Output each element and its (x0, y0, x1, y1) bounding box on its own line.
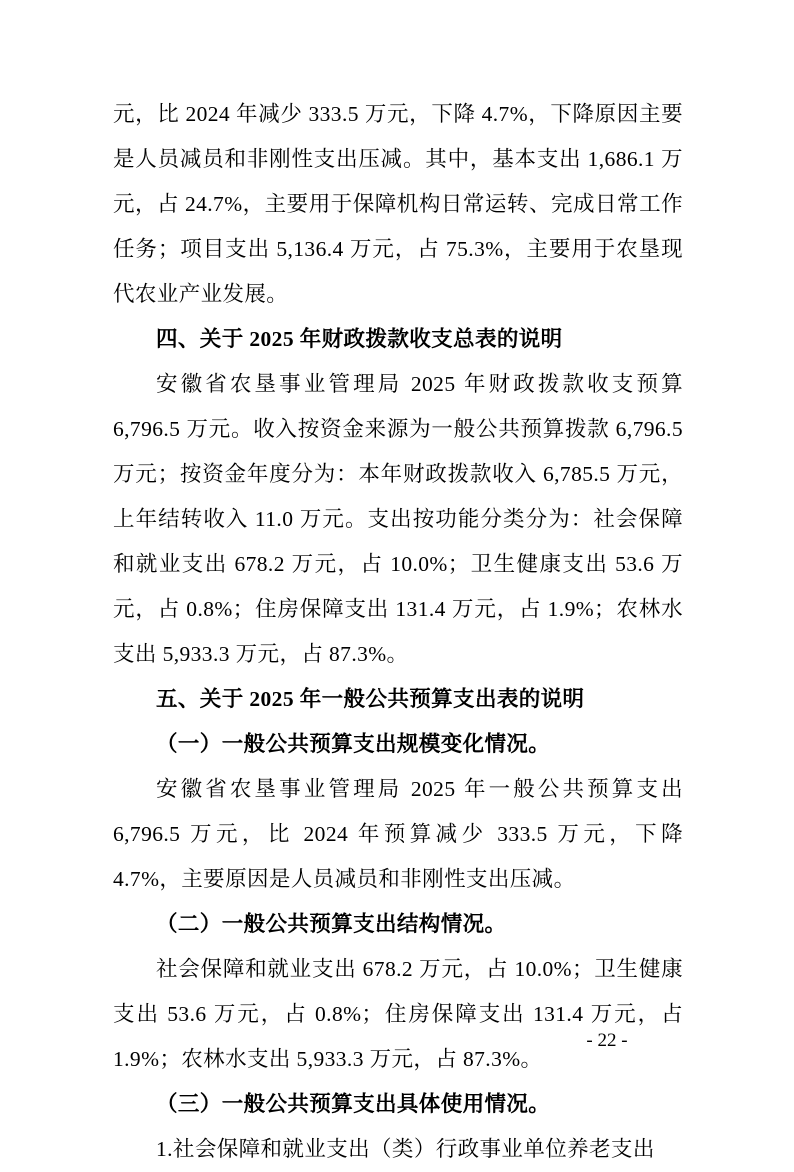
subsection-heading-two: （二）一般公共预算支出结构情况。 (156, 912, 507, 936)
paragraph-expenditure-structure: 社会保障和就业支出 678.2 万元，占 10.0%；卫生健康支出 53.6 万元，占 0.8%；住房保障支出 131.4 万元，占 1.9%；农林水支出 5,933.3 万元，占 87.3%。 (113, 957, 683, 1071)
subsection-heading-three: （三）一般公共预算支出具体使用情况。 (156, 1092, 551, 1116)
paragraph-expenditure-usage: 1.社会保障和就业支出（类）行政事业单位养老支出 (156, 1137, 655, 1161)
paragraph-continuation: 元，比 2024 年减少 333.5 万元，下降 4.7%，下降原因主要是人员减员和非刚性支出压减。其中，基本支出 1,686.1 万元，占 24.7%，主要用于保障机构日常运转、完成日常工作任务；项目支出 5,136.4 万元，占 75.3%，主要用于农垦现代农业产业发展。 (113, 102, 683, 306)
document-body (113, 92, 683, 1172)
paragraph-expenditure-scale: 安徽省农垦事业管理局 2025 年一般公共预算支出 6,796.5 万元，比 2024 年预算减少 333.5 万元，下降 4.7%，主要原因是人员减员和非刚性支出压减。 (113, 777, 683, 891)
subsection-heading-one: （一）一般公共预算支出规模变化情况。 (156, 732, 551, 756)
page-number-label: - 22 - (586, 1030, 628, 1051)
paragraph-budget-overview: 安徽省农垦事业管理局 2025 年财政拨款收支预算 6,796.5 万元。收入按资金来源为一般公共预算拨款 6,796.5 万元；按资金年度分为：本年财政拨款收入 6,785.5 万元，上年结转收入 11.0 万元。支出按功能分类分为：社会保障和就业支出 678.2 万元，占 10.0%；卫生健康支出 53.6 万元，占 0.8%；住房保障支出 131.4 万元，占 1.9%；农林水支出 5,933.3 万元，占 87.3%。 (113, 372, 683, 666)
section-heading-five: 五、关于 2025 年一般公共预算支出表的说明 (156, 687, 585, 711)
page-number (0, 1030, 794, 1052)
section-heading-four: 四、关于 2025 年财政拨款收支总表的说明 (156, 327, 563, 351)
